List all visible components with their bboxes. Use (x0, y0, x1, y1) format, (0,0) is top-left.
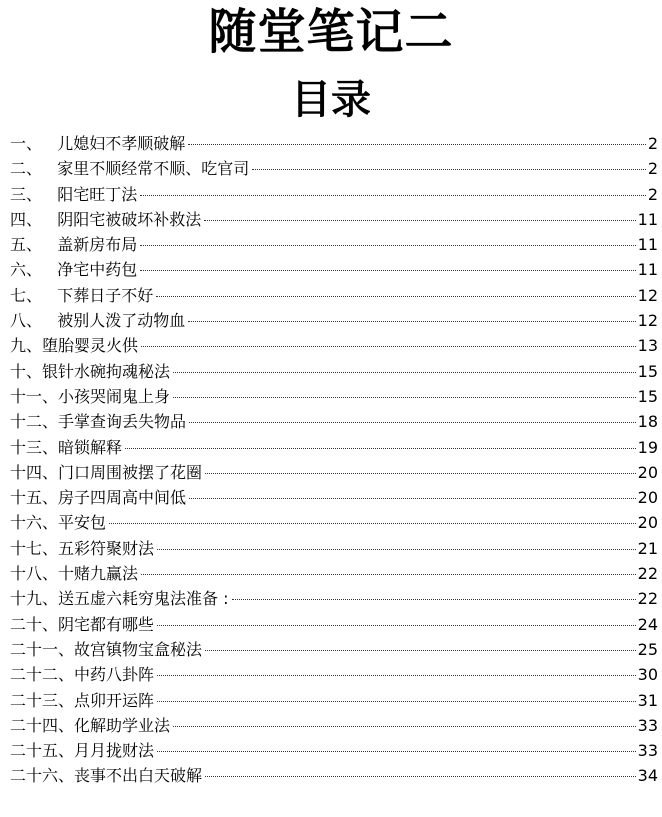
toc-entry-number: 二十二、 (10, 665, 75, 685)
toc-entry[interactable] (10, 688, 658, 713)
toc-entry-page-number: 11 (637, 260, 658, 280)
toc-entry-title: 净宅中药包 (57, 260, 138, 280)
toc-entry-number: 十九、 (10, 589, 59, 609)
toc-entry-title: 暗锁解释 (58, 437, 123, 457)
toc-entry-number: 二十一、 (10, 639, 75, 659)
toc-entry-number: 十二、 (10, 412, 59, 432)
toc-entry-title: 化解助学业法 (74, 715, 171, 735)
toc-entry-page-number: 33 (637, 715, 658, 735)
toc-entry-number: 九、 (10, 336, 43, 356)
toc-entry[interactable] (10, 485, 658, 510)
toc-entry[interactable] (10, 156, 658, 181)
dot-leader (141, 574, 636, 575)
dot-leader (140, 195, 646, 196)
toc-entry-title: 被别人泼了动物血 (57, 311, 186, 331)
toc-entry-page-number: 20 (637, 462, 658, 482)
toc-entry-page-number: 2 (647, 184, 658, 204)
toc-entry[interactable] (10, 612, 658, 637)
toc-entry[interactable] (10, 713, 658, 738)
toc-entry[interactable] (10, 308, 658, 333)
toc-entry-title: 点卯开运阵 (74, 690, 155, 710)
toc-entry-title: 手掌查询丢失物品 (58, 412, 187, 432)
dot-leader (205, 473, 636, 474)
toc-entry-page-number: 34 (637, 766, 658, 786)
toc-entry-page-number: 15 (637, 361, 658, 381)
toc-entry-number: 二十三、 (10, 690, 75, 710)
toc-entry[interactable] (10, 384, 658, 409)
toc-entry-page-number: 20 (637, 513, 658, 533)
toc-entry-page-number: 22 (637, 564, 658, 584)
toc-entry-title: 盖新房布局 (57, 235, 138, 255)
toc-entry[interactable] (10, 561, 658, 586)
dot-leader (156, 296, 635, 297)
toc-entry-page-number: 19 (637, 437, 658, 457)
toc-entry-title: 阴阳宅被破坏补救法 (57, 209, 202, 229)
toc-entry-title: 银针水碗拘魂秘法 (42, 361, 171, 381)
toc-entry[interactable] (10, 536, 658, 561)
toc-entry-number: 十、 (10, 361, 43, 381)
dot-leader (140, 270, 635, 271)
toc-entry-page-number: 12 (637, 311, 658, 331)
toc-entry-title: 阳宅旺丁法 (57, 184, 138, 204)
toc-entry-title: 家里不顺经常不顺、吃官司 (57, 159, 250, 179)
toc-entry-page-number: 31 (637, 690, 658, 710)
toc-entry-page-number: 33 (637, 741, 658, 761)
toc-heading: 目录 (291, 77, 371, 123)
toc-entry-number: 一、 (10, 134, 58, 153)
toc-entry-number: 十六、 (10, 513, 59, 533)
dot-leader (125, 448, 636, 449)
toc-entry-title: 门口周围被摆了花圈 (58, 462, 203, 482)
dot-leader (205, 776, 636, 777)
dot-leader (173, 397, 636, 398)
toc-entry-number: 七、 (10, 285, 58, 305)
toc-entry[interactable] (10, 510, 658, 535)
toc-entry-number: 三、 (10, 184, 58, 204)
toc-entry-page-number: 18 (637, 412, 658, 432)
dot-leader (157, 751, 636, 752)
toc-entry-number: 十四、 (10, 462, 59, 482)
toc-entry-number: 二、 (10, 159, 58, 179)
toc-entry-number: 四、 (10, 209, 58, 229)
toc-entry-page-number: 24 (637, 614, 658, 634)
toc-entry-title: 十赌九赢法 (58, 564, 139, 584)
toc-entry-title: 月月拢财法 (74, 741, 155, 761)
dot-leader (173, 372, 636, 373)
toc-entry-page-number: 12 (637, 285, 658, 305)
dot-leader (141, 346, 636, 347)
toc-entry-page-number: 30 (637, 665, 658, 685)
dot-leader (188, 144, 646, 145)
toc-entry[interactable] (10, 333, 658, 358)
toc-entry[interactable] (10, 359, 658, 384)
toc-entry-title: 中药八卦阵 (74, 665, 155, 685)
toc-entry-title: 阴宅都有哪些 (58, 614, 155, 634)
dot-leader (252, 169, 646, 170)
document-title: 随堂笔记二 (208, 4, 454, 60)
toc-entry-number: 十三、 (10, 437, 59, 457)
toc-entry-title: 送五虚六耗穷鬼法准备 : (58, 589, 229, 609)
toc-entry[interactable] (10, 738, 658, 763)
toc-entry-page-number: 2 (647, 134, 658, 153)
toc-entry[interactable] (10, 460, 658, 485)
toc-entry-number: 二十四、 (10, 715, 75, 735)
toc-entry[interactable] (10, 232, 658, 257)
dot-leader (204, 220, 635, 221)
dot-leader (205, 650, 636, 651)
toc-entry-page-number: 20 (637, 488, 658, 508)
toc-entry-number: 十七、 (10, 538, 59, 558)
toc-entry-title: 儿媳妇不孝顺破解 (57, 134, 186, 153)
toc-entry-number: 十一、 (10, 386, 59, 406)
toc-entry-title: 堕胎婴灵火供 (42, 336, 139, 356)
toc-entry[interactable] (10, 257, 658, 282)
toc-entry-title: 丧事不出白天破解 (74, 766, 203, 786)
toc-entry-number: 五、 (10, 235, 58, 255)
toc-entry-number: 十五、 (10, 488, 59, 508)
toc-entry-number: 八、 (10, 311, 58, 331)
toc-entry[interactable] (10, 662, 658, 687)
toc-entry-title: 下葬日子不好 (57, 285, 154, 305)
toc-entry-number: 二十五、 (10, 741, 75, 761)
toc-entry[interactable] (10, 435, 658, 460)
toc-entry-page-number: 15 (637, 386, 658, 406)
toc-entry-title: 房子四周高中间低 (58, 488, 187, 508)
toc-entry-page-number: 25 (637, 639, 658, 659)
toc-entry[interactable] (10, 586, 658, 611)
toc-entry[interactable] (10, 207, 658, 232)
toc-entry[interactable] (10, 637, 658, 662)
toc-entry-title: 小孩哭闹鬼上身 (58, 386, 171, 406)
toc-entry-number: 二十、 (10, 614, 59, 634)
toc-entry-title: 故宫镇物宝盒秘法 (74, 639, 203, 659)
toc-entry[interactable] (10, 409, 658, 434)
dot-leader (173, 726, 636, 727)
toc-entry-page-number: 13 (637, 336, 658, 356)
dot-leader (189, 498, 636, 499)
toc-entry-title: 五彩符聚财法 (58, 538, 155, 558)
dot-leader (157, 625, 636, 626)
toc-entry-title: 平安包 (58, 513, 107, 533)
dot-leader (109, 523, 636, 524)
toc-entry-page-number: 11 (637, 235, 658, 255)
toc-entry-number: 六、 (10, 260, 58, 280)
toc-entry[interactable] (10, 131, 658, 156)
table-of-contents (10, 131, 658, 789)
dot-leader (157, 701, 636, 702)
dot-leader (188, 321, 635, 322)
toc-entry-number: 二十六、 (10, 766, 75, 786)
dot-leader (140, 245, 635, 246)
dot-leader (232, 599, 636, 600)
toc-entry[interactable] (10, 283, 658, 308)
toc-entry-page-number: 22 (637, 589, 658, 609)
dot-leader (157, 675, 636, 676)
toc-entry-page-number: 2 (647, 159, 658, 179)
dot-leader (189, 422, 636, 423)
toc-entry-page-number: 21 (637, 538, 658, 558)
toc-entry[interactable] (10, 182, 658, 207)
toc-entry[interactable] (10, 763, 658, 788)
toc-entry-number: 十八、 (10, 564, 59, 584)
dot-leader (157, 549, 636, 550)
toc-entry-page-number: 11 (637, 209, 658, 229)
